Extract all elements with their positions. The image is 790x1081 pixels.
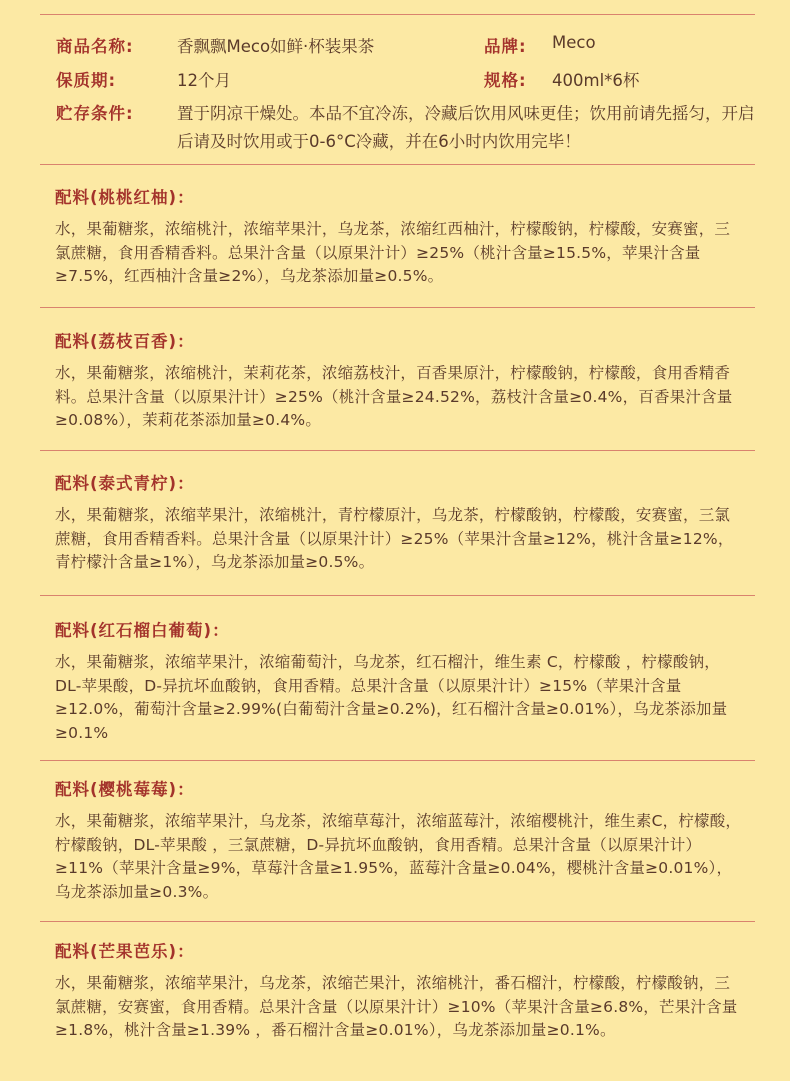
ingredient-section <box>55 328 745 433</box>
divider <box>40 164 755 165</box>
ingredient-section <box>55 184 745 289</box>
storage-label: 贮存条件: <box>56 104 134 123</box>
section-title: 配料(桃桃红柚)： <box>55 188 195 207</box>
spec-label: 规格: <box>484 71 527 90</box>
divider <box>40 450 755 451</box>
section-body: 水，果葡糖浆，浓缩苹果汁，浓缩桃汁，青柠檬原汁，乌龙茶，柠檬酸钠，柠檬酸，安赛蜜，三氯蔗糖，食用香精香料。总果汁含量（以原果汁计）≥25%（苹果汁含量≥12%，桃汁含量≥12%，青柠檬汁含量≥1%），乌龙茶添加量≥0.5%。 <box>55 506 734 571</box>
ingredient-section <box>55 617 745 745</box>
divider <box>40 307 755 308</box>
divider <box>40 595 755 596</box>
shelf-life-value: 12个月 <box>177 71 231 90</box>
section-body: 水，果葡糖浆，浓缩桃汁，茉莉花茶，浓缩荔枝汁，百香果原汁，柠檬酸钠，柠檬酸，食用香精香料。总果汁含量（以原果汁计）≥25%（桃汁含量≥24.52%，荔枝汁含量≥0.4%，百香果汁含量≥0.08%），茉莉花茶添加量≥0.4%。 <box>55 364 733 429</box>
ingredient-section <box>55 938 745 1043</box>
section-body: 水，果葡糖浆，浓缩桃汁，浓缩苹果汁，乌龙茶，浓缩红西柚汁，柠檬酸钠，柠檬酸，安赛蜜，三氯蔗糖，食用香精香料。总果汁含量（以原果汁计）≥25%（桃汁含量≥15.5%，苹果汁含量≥7.5%，红西柚汁含量≥2%），乌龙茶添加量≥0.5%。 <box>55 220 731 285</box>
section-body: 水，果葡糖浆，浓缩苹果汁，乌龙茶，浓缩芒果汁，浓缩桃汁，番石榴汁，柠檬酸，柠檬酸钠，三氯蔗糖，安赛蜜，食用香精。总果汁含量（以原果汁计）≥10%（苹果汁含量≥6.8%，芒果汁含量≥1.8%，桃汁含量≥1.39% ，番石榴汁含量≥0.01%），乌龙茶添加量≥0.1%。 <box>55 974 738 1039</box>
section-title: 配料(红石榴白葡萄)： <box>55 621 230 640</box>
ingredient-section <box>55 470 745 575</box>
top-divider <box>40 14 755 15</box>
divider <box>40 760 755 761</box>
section-title: 配料(泰式青柠)： <box>55 474 195 493</box>
divider <box>40 921 755 922</box>
brand-label: 品牌: <box>484 37 527 56</box>
product-name-value: 香飘飘Meco如鲜·杯装果茶 <box>177 37 375 56</box>
section-title: 配料(樱桃莓莓)： <box>55 780 195 799</box>
section-body: 水，果葡糖浆，浓缩苹果汁，乌龙茶，浓缩草莓汁，浓缩蓝莓汁，浓缩樱桃汁，维生素C，柠檬酸，柠檬酸钠，DL-苹果酸 ，三氯蔗糖，D-异抗坏血酸钠，食用香精。总果汁含量（以原果汁计）≥11%（苹果汁含量≥9%，草莓汁含量≥1.95%，蓝莓汁含量≥0.04%，樱桃汁含量≥0.01%），乌龙茶添加量≥0.3%。 <box>55 812 742 901</box>
storage-value: 置于阴凉干燥处。本品不宜冷冻，冷藏后饮用风味更佳；饮用前请先摇匀，开启后请及时饮用或于0-6°C冷藏，并在6小时内饮用完毕！ <box>177 104 755 151</box>
brand-value: Meco <box>552 33 596 52</box>
section-title: 配料(荔枝百香)： <box>55 332 195 351</box>
product-name-label: 商品名称: <box>56 37 134 56</box>
section-title: 配料(芒果芭乐)： <box>55 942 195 961</box>
ingredient-section <box>55 776 745 904</box>
spec-value: 400ml*6杯 <box>552 71 640 90</box>
section-body: 水，果葡糖浆，浓缩苹果汁，浓缩葡萄汁，乌龙茶，红石榴汁，维生素 C，柠檬酸 ，柠檬酸钠，DL-苹果酸，D-异抗坏血酸钠，食用香精。总果汁含量（以原果汁计）≥15%（苹果汁含量≥12.0%，葡萄汁含量≥2.99%(白葡萄汁含量≥0.2%)，红石榴汁含量≥0.01%），乌龙茶添加量≥0.1% <box>55 653 728 742</box>
shelf-life-label: 保质期: <box>56 71 117 90</box>
